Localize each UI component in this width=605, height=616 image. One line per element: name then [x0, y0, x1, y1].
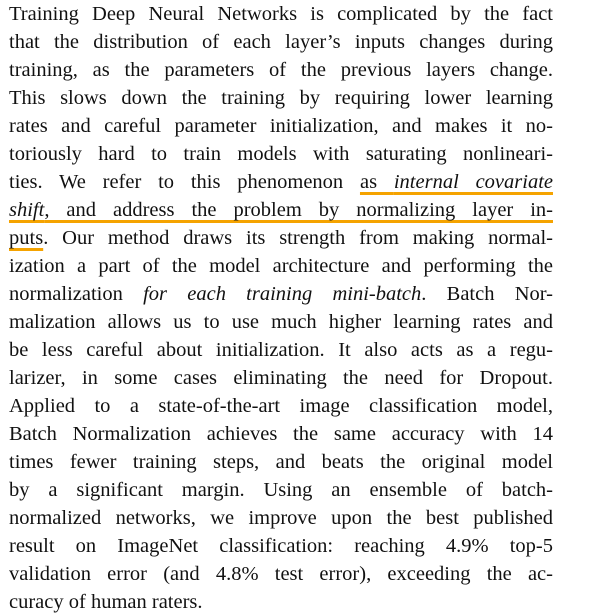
text-segment: by a significant margin. Using an ensemble of batch-: [9, 479, 553, 501]
text-segment: Applied to a state-of-the-art image classification model,: [9, 395, 553, 417]
text-line: [9, 420, 553, 448]
text-segment: malization allows us to use much higher learning rates and: [9, 311, 553, 333]
text-segment: . Batch Nor-: [421, 283, 553, 305]
text-line: [9, 252, 553, 280]
highlighted-phrase: as: [359, 171, 394, 193]
text-line: [9, 532, 553, 560]
text-line: [9, 392, 553, 420]
text-segment: toriously hard to train models with saturating nonlineari-: [9, 143, 553, 165]
text-line: [9, 28, 553, 56]
text-line: [9, 56, 553, 84]
text-segment: result on ImageNet classification: reaching 4.9% top-5: [9, 535, 553, 557]
text-segment: rates and careful parameter initialization, and makes it no-: [9, 115, 553, 137]
text-line: [9, 364, 553, 392]
text-segment: times fewer training steps, and beats the original model: [9, 451, 553, 473]
text-line: [9, 196, 553, 224]
text-line: [9, 448, 553, 476]
text-segment: curacy of human raters.: [9, 591, 203, 613]
text-segment: training, as the parameters of the previous layers change.: [9, 59, 553, 81]
text-segment: This slows down the training by requiring lower learning: [9, 87, 553, 109]
text-segment: Batch Normalization achieves the same accuracy with 14: [9, 423, 553, 445]
highlighted-phrase: , and address the problem by normalizing layer in-: [44, 199, 553, 221]
text-line: [9, 560, 553, 588]
text-segment: normalized networks, we improve upon the best published: [9, 507, 553, 529]
text-line: [9, 588, 553, 616]
highlighted-phrase: puts: [9, 227, 44, 249]
text-segment: that the distribution of each layer’s inputs changes during: [9, 31, 553, 53]
text-line: [9, 308, 553, 336]
text-segment: for each training mini-batch: [143, 283, 422, 305]
text-segment: validation error (and 4.8% test error), exceeding the ac-: [9, 563, 553, 585]
text-line: [9, 476, 553, 504]
text-line: [9, 0, 553, 28]
text-line: [9, 168, 553, 196]
text-segment: ization a part of the model architecture and performing the: [9, 255, 553, 277]
text-segment: be less careful about initialization. It also acts as a regu-: [9, 339, 553, 361]
text-line: [9, 112, 553, 140]
highlighted-phrase: internal covariate: [393, 171, 553, 193]
text-segment: . Our method draws its strength from making normal-: [43, 227, 553, 249]
text-line: [9, 336, 553, 364]
text-line: [9, 140, 553, 168]
text-line: [9, 224, 553, 252]
text-segment: larizer, in some cases eliminating the need for Dropout.: [9, 367, 553, 389]
text-segment: normalization: [9, 283, 144, 305]
highlighted-phrase: shift: [9, 199, 45, 221]
text-line: [9, 280, 553, 308]
text-line: [9, 504, 553, 532]
text-segment: ties. We refer to this phenomenon: [9, 171, 360, 193]
text-segment: Training Deep Neural Networks is complicated by the fact: [9, 3, 553, 25]
text-line: [9, 84, 553, 112]
